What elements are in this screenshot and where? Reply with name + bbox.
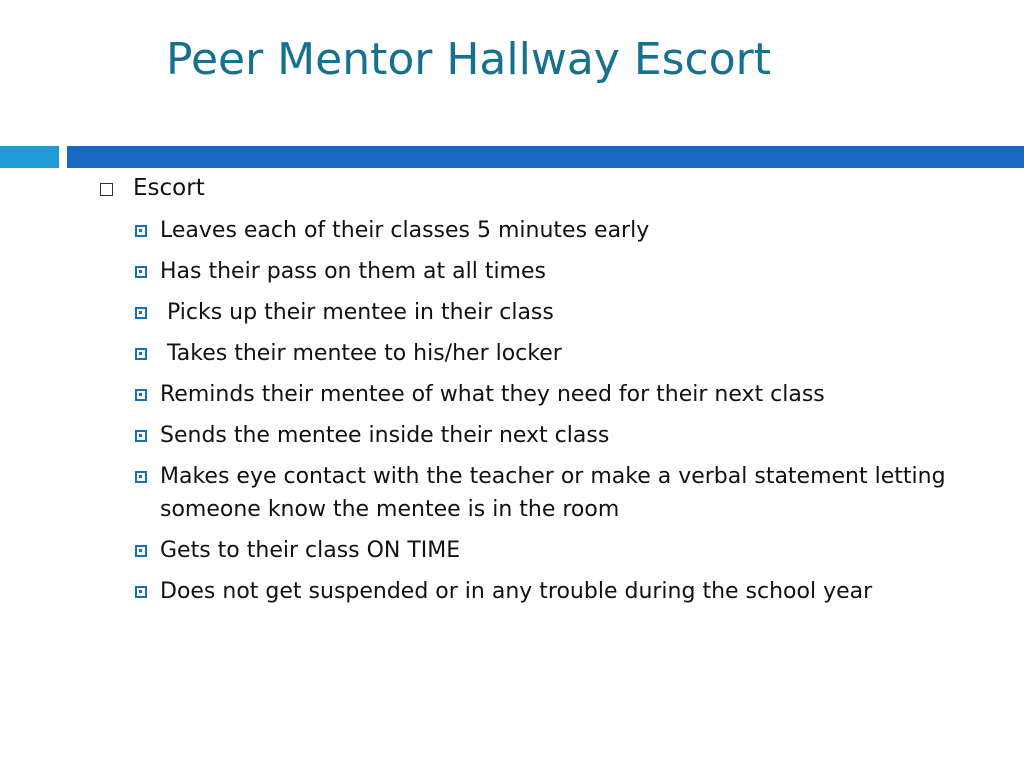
sub-bullet-item: [135, 378, 965, 411]
sub-bullet-text: Leaves each of their classes 5 minutes early: [160, 218, 650, 243]
sub-bullet-item: [135, 255, 965, 288]
sub-bullet-text: Reminds their mentee of what they need for their next class: [160, 382, 825, 407]
sub-bullet-item: [135, 337, 965, 370]
filled-square-bullet-icon: [135, 389, 147, 401]
filled-square-bullet-icon: [135, 266, 147, 278]
sub-bullet-text: Sends the mentee inside their next class: [160, 423, 610, 448]
filled-square-bullet-icon: [135, 471, 147, 483]
sub-bullet-item: [135, 214, 965, 247]
accent-bar-left: [0, 146, 59, 168]
slide-title: Peer Mentor Hallway Escort: [166, 34, 771, 85]
sub-bullet-text: Picks up their mentee in their class: [160, 300, 554, 325]
sub-bullet-text: Takes their mentee to his/her locker: [160, 341, 562, 366]
sub-bullet-text: Gets to their class ON TIME: [160, 538, 461, 563]
filled-square-bullet-icon: [135, 430, 147, 442]
filled-square-bullet-icon: [135, 307, 147, 319]
sub-bullet-item: [135, 575, 965, 608]
accent-bar-right: [67, 146, 1024, 168]
main-bullet: [95, 172, 995, 204]
sub-bullet-text: Has their pass on them at all times: [160, 259, 546, 284]
sub-bullet-item: [135, 419, 965, 452]
filled-square-bullet-icon: [135, 586, 147, 598]
sub-bullet-text: Makes eye contact with the teacher or make a verbal statement letting someone know the mentee is in the room: [160, 464, 953, 522]
filled-square-bullet-icon: [135, 225, 147, 237]
sub-bullet-item: [135, 296, 965, 329]
hollow-square-bullet-icon: [100, 183, 113, 196]
sub-bullet-item: [135, 460, 965, 526]
sub-bullet-text: Does not get suspended or in any trouble during the school year: [160, 579, 873, 604]
main-bullet-label: Escort: [133, 175, 205, 201]
sub-bullet-item: [135, 534, 965, 567]
bullet-content: [95, 172, 995, 616]
filled-square-bullet-icon: [135, 348, 147, 360]
sub-bullet-list: [95, 214, 995, 608]
filled-square-bullet-icon: [135, 545, 147, 557]
